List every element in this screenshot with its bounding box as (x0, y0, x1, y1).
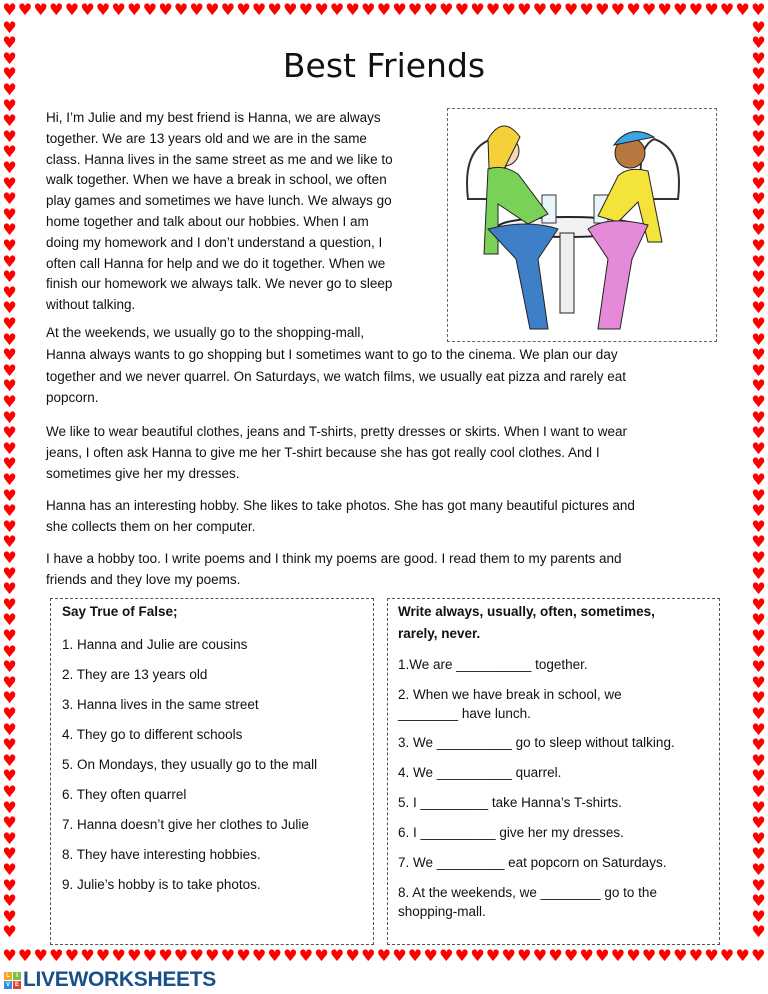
heart-icon: ♥ (2, 906, 17, 926)
heart-icon: ♥ (267, 946, 282, 965)
heart-icon: ♥ (49, 946, 64, 965)
story-line: Hanna has an interesting hobby. She likes to take photos. She has got many beautiful pictures and (46, 498, 635, 513)
heart-icon: ♥ (548, 946, 563, 965)
heart-icon: ♥ (2, 766, 17, 786)
heart-icon: ♥ (2, 142, 17, 162)
true-false-question: 4. They go to different schools (62, 727, 243, 742)
heart-icon: ♥ (2, 946, 17, 965)
heart-icon: ♥ (205, 946, 220, 965)
heart-icon: ♥ (2, 735, 17, 755)
heart-icon: ♥ (2, 563, 17, 583)
adverbs-question: shopping-mall. (398, 904, 486, 919)
heart-icon: ♥ (704, 0, 719, 19)
heart-icon: ♥ (2, 314, 17, 333)
heart-icon: ♥ (751, 501, 766, 521)
heart-icon: ♥ (2, 423, 17, 443)
heart-icon: ♥ (407, 0, 423, 19)
heart-icon: ♥ (17, 0, 33, 19)
heart-icon: ♥ (220, 0, 236, 19)
heart-icon: ♥ (314, 0, 329, 19)
heart-icon: ♥ (2, 516, 17, 536)
heart-icon: ♥ (2, 594, 17, 614)
heart-icon: ♥ (251, 0, 267, 19)
heart-icon: ♥ (501, 0, 516, 19)
heart-icon: ♥ (423, 0, 438, 19)
heart-icon: ♥ (579, 0, 594, 19)
heart-icon: ♥ (751, 126, 766, 146)
adverbs-question: 5. I _________ take Hanna’s T-shirts. (398, 795, 622, 810)
heart-icon: ♥ (751, 33, 766, 53)
heart-icon: ♥ (298, 946, 314, 965)
heart-icon: ♥ (751, 454, 766, 474)
heart-icon: ♥ (501, 946, 516, 965)
heart-icon: ♥ (376, 946, 392, 965)
heart-icon: ♥ (751, 142, 766, 162)
heart-icon: ♥ (751, 220, 766, 240)
heart-icon: ♥ (189, 946, 204, 965)
heart-icon: ♥ (751, 173, 766, 193)
heart-icon: ♥ (2, 80, 17, 99)
adverbs-heading: rarely, never. (398, 626, 481, 641)
adverbs-question: 6. I __________ give her my dresses. (398, 825, 624, 840)
heart-icon: ♥ (751, 719, 766, 739)
story-line: friends and they love my poems. (46, 572, 241, 587)
adverbs-question: 8. At the weekends, we ________ go to the (398, 885, 657, 900)
heart-icon: ♥ (688, 0, 704, 19)
heart-icon: ♥ (751, 860, 766, 879)
heart-icon: ♥ (751, 236, 766, 255)
heart-icon: ♥ (64, 946, 80, 965)
heart-icon: ♥ (751, 844, 766, 864)
heart-icon: ♥ (439, 0, 454, 19)
heart-icon: ♥ (751, 532, 766, 552)
heart-icon: ♥ (751, 610, 766, 630)
true-false-question: 3. Hanna lives in the same street (62, 697, 259, 712)
heart-icon: ♥ (735, 0, 750, 19)
heart-icon: ♥ (2, 501, 17, 521)
heart-icon: ♥ (2, 672, 17, 692)
heart-icon: ♥ (751, 922, 766, 942)
heart-icon: ♥ (657, 0, 672, 19)
story-line: without talking. (46, 297, 136, 313)
story-line: finish our homework we always talk. We never go to sleep (46, 276, 393, 292)
heart-icon: ♥ (751, 782, 766, 801)
heart-icon: ♥ (751, 423, 766, 443)
heart-icon: ♥ (80, 946, 95, 965)
heart-icon: ♥ (142, 0, 158, 19)
adverbs-heading: Write always, usually, often, sometimes, (398, 604, 655, 619)
girls-at-table-image (448, 109, 716, 341)
logo-mark (4, 972, 21, 989)
heart-icon: ♥ (2, 376, 17, 396)
heart-icon: ♥ (158, 0, 173, 19)
heart-icon: ♥ (345, 946, 360, 965)
heart-icon: ♥ (283, 0, 298, 19)
heart-icon: ♥ (111, 0, 126, 19)
logo-letter: L (4, 972, 12, 980)
heart-icon: ♥ (189, 0, 204, 19)
story-line: class. Hanna lives in the same street as me and we like to (46, 151, 393, 167)
true-false-question: 2. They are 13 years old (62, 667, 208, 682)
heart-icon: ♥ (111, 946, 126, 965)
heart-icon: ♥ (751, 17, 766, 37)
heart-icon: ♥ (2, 485, 17, 505)
heart-icon: ♥ (329, 0, 345, 19)
heart-icon: ♥ (470, 946, 485, 965)
adverbs-question: 2. When we have break in school, we (398, 687, 622, 702)
heart-icon: ♥ (532, 0, 548, 19)
heart-icon: ♥ (626, 946, 641, 965)
heart-icon: ♥ (173, 946, 189, 965)
heart-icon: ♥ (2, 95, 17, 115)
heart-icon: ♥ (2, 657, 17, 677)
heart-icon: ♥ (2, 704, 17, 723)
heart-icon: ♥ (751, 189, 766, 209)
heart-icon: ♥ (751, 95, 766, 115)
heart-icon: ♥ (2, 532, 17, 552)
heart-icon: ♥ (719, 0, 735, 19)
heart-icon: ♥ (392, 946, 407, 965)
heart-icon: ♥ (751, 485, 766, 505)
heart-icon: ♥ (2, 173, 17, 193)
heart-icon: ♥ (2, 17, 17, 37)
heart-icon: ♥ (33, 946, 48, 965)
story-line: At the weekends, we usually go to the shopping-mall, (46, 325, 365, 340)
true-false-question: 6. They often quarrel (62, 787, 187, 802)
heart-icon: ♥ (2, 0, 17, 19)
heart-icon: ♥ (641, 0, 657, 19)
heart-icon: ♥ (751, 750, 766, 770)
heart-icon: ♥ (251, 946, 267, 965)
story-line: walk together. When we have a break in school, we often (46, 172, 387, 188)
heart-icon: ♥ (688, 946, 704, 965)
heart-icon: ♥ (2, 782, 17, 801)
heart-icon: ♥ (2, 392, 17, 411)
heart-icon: ♥ (751, 80, 766, 99)
heart-icon: ♥ (532, 946, 548, 965)
true-false-question: 7. Hanna doesn’t give her clothes to Julie (62, 817, 309, 832)
heart-icon: ♥ (751, 438, 766, 458)
heart-icon: ♥ (298, 0, 314, 19)
heart-icon: ♥ (563, 0, 579, 19)
heart-icon: ♥ (595, 0, 610, 19)
heart-icon: ♥ (2, 688, 17, 708)
heart-icon: ♥ (751, 704, 766, 723)
heart-icon: ♥ (2, 251, 17, 271)
heart-icon: ♥ (751, 282, 766, 302)
heart-icon: ♥ (283, 946, 298, 965)
heart-icon: ♥ (454, 0, 470, 19)
heart-icon: ♥ (127, 946, 142, 965)
heart-icon: ♥ (329, 946, 345, 965)
heart-icon: ♥ (345, 0, 360, 19)
heart-icon: ♥ (517, 0, 532, 19)
heart-icon: ♥ (205, 0, 220, 19)
friends-illustration (447, 108, 717, 342)
heart-icon: ♥ (751, 813, 766, 833)
heart-icon: ♥ (610, 946, 626, 965)
true-false-question: 5. On Mondays, they usually go to the mall (62, 757, 318, 772)
heart-icon: ♥ (376, 0, 392, 19)
heart-icon: ♥ (751, 470, 766, 489)
adverbs-question: ________ have lunch. (398, 706, 531, 721)
heart-icon: ♥ (49, 0, 64, 19)
heart-icon: ♥ (236, 946, 251, 965)
story-line: sometimes give her my dresses. (46, 466, 240, 481)
heart-icon: ♥ (704, 946, 719, 965)
true-false-heading: Say True of False; (62, 604, 178, 619)
story-line: jeans, I often ask Hanna to give me her T-shirt because she has got really cool clothes. And I (46, 445, 600, 460)
heart-icon: ♥ (751, 672, 766, 692)
heart-icon: ♥ (735, 946, 750, 965)
heart-icon: ♥ (751, 298, 766, 318)
logo-letter: I (13, 972, 21, 980)
heart-icon: ♥ (751, 626, 766, 645)
heart-icon: ♥ (2, 189, 17, 209)
heart-icon: ♥ (751, 251, 766, 271)
heart-icon: ♥ (751, 563, 766, 583)
heart-icon: ♥ (751, 828, 766, 848)
logo-letter: E (14, 981, 19, 988)
heart-icon: ♥ (751, 797, 766, 817)
heart-icon: ♥ (719, 946, 735, 965)
heart-icon: ♥ (2, 860, 17, 879)
heart-icon: ♥ (751, 64, 766, 84)
story-line: I have a hobby too. I write poems and I think my poems are good. I read them to my parents and (46, 551, 622, 566)
heart-icon: ♥ (17, 946, 33, 965)
heart-icon: ♥ (751, 158, 766, 177)
heart-icon: ♥ (33, 0, 48, 19)
heart-icon: ♥ (2, 470, 17, 489)
heart-icon: ♥ (751, 204, 766, 224)
heart-icon: ♥ (751, 579, 766, 599)
heart-icon: ♥ (751, 0, 766, 19)
heart-icon: ♥ (2, 126, 17, 146)
liveworksheets-logo (4, 968, 216, 992)
heart-icon: ♥ (142, 946, 158, 965)
heart-icon: ♥ (2, 360, 17, 380)
heart-icon: ♥ (485, 946, 501, 965)
adverbs-question: 7. We _________ eat popcorn on Saturdays. (398, 855, 667, 870)
heart-icon: ♥ (2, 750, 17, 770)
heart-icon: ♥ (2, 345, 17, 365)
heart-icon: ♥ (751, 594, 766, 614)
adverbs-question: 3. We __________ go to sleep without talking. (398, 735, 675, 750)
heart-icon: ♥ (439, 946, 454, 965)
story-line: doing my homework and I don’t understand a question, I (46, 234, 383, 250)
heart-icon: ♥ (751, 360, 766, 380)
heart-icon: ♥ (2, 610, 17, 630)
story-line: play games and sometimes we have lunch. We always go (46, 193, 392, 209)
heart-icon: ♥ (2, 282, 17, 302)
heart-icon: ♥ (361, 0, 376, 19)
heart-icon: ♥ (158, 946, 173, 965)
heart-icon: ♥ (2, 844, 17, 864)
heart-icon: ♥ (641, 946, 657, 965)
story-line: Hi, I’m Julie and my best friend is Hanna, we are always (46, 110, 381, 125)
heart-icon: ♥ (657, 946, 672, 965)
heart-icon: ♥ (751, 392, 766, 411)
heart-icon: ♥ (173, 0, 189, 19)
heart-icon: ♥ (2, 204, 17, 224)
heart-icon: ♥ (2, 329, 17, 349)
adverbs-question: 4. We __________ quarrel. (398, 765, 562, 780)
heart-icon: ♥ (2, 438, 17, 458)
heart-icon: ♥ (2, 64, 17, 84)
heart-icon: ♥ (454, 946, 470, 965)
heart-icon: ♥ (751, 407, 766, 427)
adverbs-question: 1.We are __________ together. (398, 657, 588, 672)
heart-icon: ♥ (2, 220, 17, 240)
heart-icon: ♥ (64, 0, 80, 19)
true-false-question: 1. Hanna and Julie are cousins (62, 637, 248, 652)
story-line: together. We are 13 years old and we are in the same (46, 130, 367, 146)
heart-icon: ♥ (751, 641, 766, 661)
true-false-question: 8. They have interesting hobbies. (62, 847, 261, 862)
heart-icon: ♥ (80, 0, 95, 19)
heart-icon: ♥ (626, 0, 641, 19)
heart-icon: ♥ (751, 516, 766, 536)
heart-icon: ♥ (2, 719, 17, 739)
heart-icon: ♥ (2, 922, 17, 942)
heart-icon: ♥ (127, 0, 142, 19)
heart-icon: ♥ (2, 813, 17, 833)
heart-icon: ♥ (236, 0, 251, 19)
heart-icon: ♥ (2, 267, 17, 287)
story-line: together and we never quarrel. On Saturdays, we watch films, we usually eat pizza and rarely eat (46, 369, 627, 384)
heart-icon: ♥ (2, 579, 17, 599)
heart-icon: ♥ (563, 946, 579, 965)
heart-icon: ♥ (2, 828, 17, 848)
heart-icon: ♥ (548, 0, 563, 19)
heart-icon: ♥ (361, 946, 376, 965)
heart-icon: ♥ (95, 946, 111, 965)
heart-icon: ♥ (2, 548, 17, 567)
heart-icon: ♥ (751, 329, 766, 349)
heart-icon: ♥ (220, 946, 236, 965)
heart-icon: ♥ (595, 946, 610, 965)
heart-icon: ♥ (423, 946, 438, 965)
heart-icon: ♥ (2, 158, 17, 177)
heart-icon: ♥ (2, 48, 17, 68)
heart-icon: ♥ (751, 376, 766, 396)
heart-icon: ♥ (407, 946, 423, 965)
story-line: We like to wear beautiful clothes, jeans and T-shirts, pretty dresses or skirts. When I want to wear (46, 424, 628, 439)
heart-icon: ♥ (751, 314, 766, 333)
heart-icon: ♥ (95, 0, 111, 19)
heart-icon: ♥ (751, 891, 766, 911)
heart-icon: ♥ (2, 298, 17, 318)
true-false-question: 9. Julie’s hobby is to take photos. (62, 877, 261, 892)
heart-icon: ♥ (751, 735, 766, 755)
heart-icon: ♥ (751, 766, 766, 786)
heart-icon: ♥ (2, 875, 17, 895)
heart-icon: ♥ (751, 267, 766, 287)
heart-icon: ♥ (392, 0, 407, 19)
heart-icon: ♥ (267, 0, 282, 19)
logo-text: LIVEWORKSHEETS (23, 968, 216, 991)
story-line: she collects them on her computer. (46, 519, 256, 534)
heart-icon: ♥ (485, 0, 501, 19)
logo-letter: V (5, 981, 10, 988)
heart-icon: ♥ (517, 946, 532, 965)
page-title: Best Friends (282, 46, 486, 85)
heart-icon: ♥ (314, 946, 329, 965)
heart-icon: ♥ (2, 454, 17, 474)
heart-icon: ♥ (673, 946, 688, 965)
heart-icon: ♥ (579, 946, 594, 965)
heart-icon: ♥ (751, 345, 766, 365)
heart-icon: ♥ (751, 906, 766, 926)
heart-icon: ♥ (610, 0, 626, 19)
heart-icon: ♥ (751, 657, 766, 677)
heart-icon: ♥ (2, 891, 17, 911)
heart-icon: ♥ (2, 626, 17, 645)
heart-icon: ♥ (751, 875, 766, 895)
heart-icon: ♥ (673, 0, 688, 19)
heart-icon: ♥ (2, 407, 17, 427)
heart-icon: ♥ (470, 0, 485, 19)
story-line: Hanna always wants to go shopping but I sometimes want to go to the cinema. We plan our day (46, 347, 618, 362)
heart-icon: ♥ (2, 111, 17, 131)
heart-icon: ♥ (751, 48, 766, 68)
heart-icon: ♥ (751, 548, 766, 567)
heart-icon: ♥ (751, 946, 766, 965)
story-line: often call Hanna for help and we do it together. When we (46, 255, 386, 271)
story-line: popcorn. (46, 390, 99, 405)
story-line: home together and talk about our hobbies. When I am (46, 214, 369, 229)
heart-icon: ♥ (2, 236, 17, 255)
heart-icon: ♥ (751, 688, 766, 708)
heart-icon: ♥ (751, 111, 766, 131)
heart-icon: ♥ (2, 797, 17, 817)
heart-icon: ♥ (2, 33, 17, 53)
heart-icon: ♥ (2, 641, 17, 661)
